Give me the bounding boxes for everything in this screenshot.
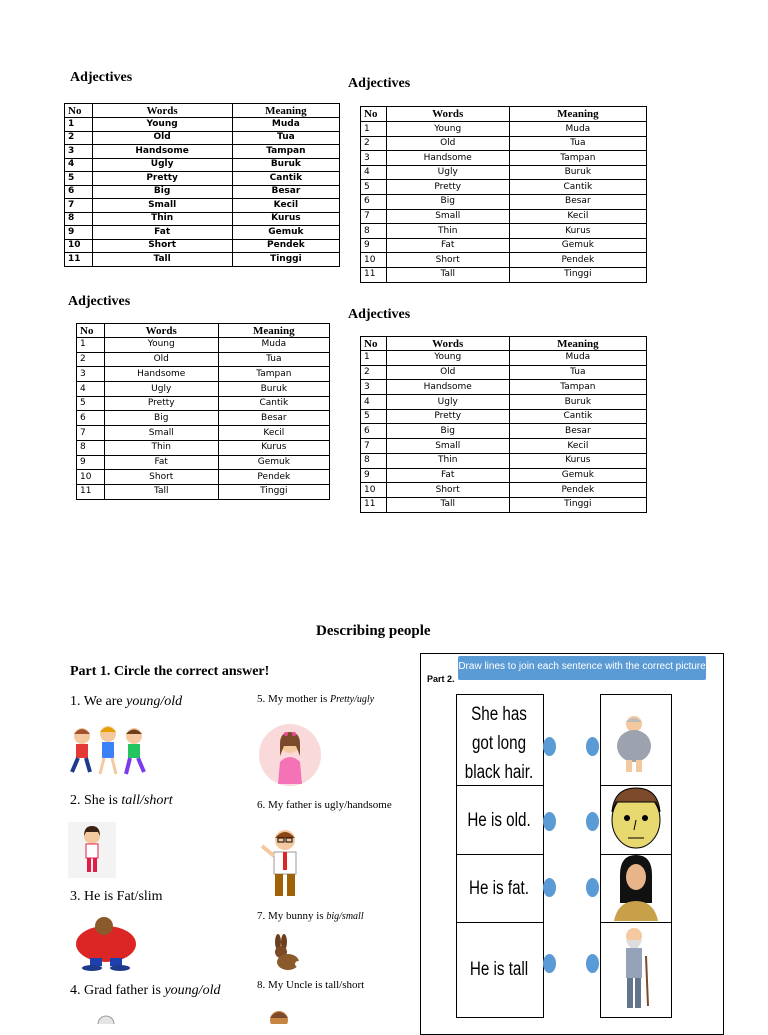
table-cell: Tua [509,136,646,151]
sentence-1: She has got long black hair. [464,704,534,783]
table-cell: 11 [77,484,105,499]
table-cell: Gemuk [509,468,646,483]
table-cell: Kurus [218,440,329,455]
man-face-picture [606,786,666,852]
table-cell: Handsome [104,367,218,382]
table-cell: Muda [232,118,339,132]
table-cell: Buruk [509,165,646,180]
table-cell: 3 [65,145,93,159]
table-row [361,468,647,483]
table-row [361,453,647,468]
table-2-title: Adjectives [348,76,411,91]
woman-long-hair-picture [608,855,664,921]
table-row [361,395,647,410]
table-cell: Gemuk [218,455,329,470]
table-cell: Cantik [218,396,329,411]
table-cell: 7 [77,426,105,441]
fat-man-illustration [68,914,144,972]
table-row [361,380,647,395]
table-row [361,409,647,424]
table-cell: 6 [361,194,387,209]
table-cell: Tall [386,267,509,282]
picture-dot-1[interactable] [586,737,599,756]
table-row [361,497,647,512]
table-cell: Tampan [232,145,339,159]
table-1-title: Adjectives [70,70,133,85]
table-row [361,136,647,151]
table-row [77,396,330,411]
table-cell: Kecil [509,439,646,454]
adjectives-table-2 [360,106,647,283]
table-cell: 5 [361,409,387,424]
table-cell: 4 [65,158,93,172]
table-cell: Ugly [92,158,232,172]
table-cell: 5 [65,172,93,186]
table-cell: 10 [361,483,387,498]
table-cell: Pendek [232,239,339,253]
table-cell: Fat [386,468,509,483]
table-cell: 8 [65,212,93,226]
table-cell: Kecil [509,209,646,224]
table-cell: 2 [65,131,93,145]
table-cell: Handsome [386,380,509,395]
table-row [65,253,340,267]
table-cell: Short [104,470,218,485]
table-cell: 11 [361,497,387,512]
sentence-dot-2[interactable] [543,812,556,831]
table-cell: 3 [77,367,105,382]
table-row [65,185,340,199]
table-cell: Besar [232,185,339,199]
table-cell: Besar [509,194,646,209]
table-cell: 5 [361,180,387,195]
table-cell: Cantik [509,180,646,195]
table-cell: Short [92,239,232,253]
table-row [77,411,330,426]
sentence-dot-3[interactable] [543,878,556,897]
table-cell: Big [92,185,232,199]
part-2-instruction-banner: Draw lines to join each sentence with the correct picture [458,656,706,680]
table-cell: Young [386,351,509,366]
table-cell: Tua [232,131,339,145]
table-cell: 4 [361,165,387,180]
table-cell: Big [386,424,509,439]
table-cell: Short [386,253,509,268]
table-row [361,180,647,195]
table-row [361,483,647,498]
fat-person-picture [612,712,656,778]
table-cell: Kurus [509,224,646,239]
table-header-row [77,324,330,338]
table-row [361,253,647,268]
column-header: Meaning [218,324,329,338]
table-cell: Small [386,209,509,224]
table-header-row [361,337,647,351]
table-cell: Besar [218,411,329,426]
table-cell: 8 [361,224,387,239]
table-cell: Small [92,199,232,213]
table-cell: Young [92,118,232,132]
table-row [65,226,340,240]
table-cell: Thin [386,453,509,468]
table-4-title: Adjectives [348,307,411,322]
table-cell: Big [104,411,218,426]
table-cell: Cantik [232,172,339,186]
table-cell: 1 [361,351,387,366]
grandfather-illustration [94,1012,118,1024]
table-cell: Buruk [509,395,646,410]
table-cell: Muda [509,122,646,137]
table-row [77,352,330,367]
table-row [361,122,647,137]
table-cell: Young [104,338,218,353]
adjectives-table-1 [64,103,340,267]
table-cell: Tua [218,352,329,367]
table-cell: 6 [77,411,105,426]
table-cell: 4 [77,382,105,397]
question-6: 6. My father is ugly/handsome [257,799,392,811]
table-cell: Young [386,122,509,137]
table-row [65,131,340,145]
table-cell: 10 [77,470,105,485]
table-row [361,151,647,166]
uncle-illustration [262,1004,296,1024]
question-5: 5. My mother is Pretty/ugly [257,693,375,705]
table-cell: Ugly [386,395,509,410]
table-cell: Pretty [92,172,232,186]
question-4: 4. Grad father is young/old [70,983,221,998]
mother-illustration [258,722,322,788]
table-cell: Besar [509,424,646,439]
table-cell: Thin [92,212,232,226]
question-3: 3. He is Fat/slim [70,889,163,904]
table-cell: Kecil [218,426,329,441]
bunny-illustration [268,934,302,970]
question-1: 1. We are young/old [70,694,183,709]
table-cell: Thin [104,440,218,455]
table-cell: Pretty [104,396,218,411]
column-header: Words [386,337,509,351]
column-header: Meaning [509,107,646,122]
worksheet-title: Describing people [316,623,431,639]
adjectives-table-4 [360,336,647,513]
table-row [77,338,330,353]
table-cell: Fat [92,226,232,240]
table-row [361,165,647,180]
table-cell: 7 [65,199,93,213]
table-cell: Pendek [509,253,646,268]
table-cell: Small [104,426,218,441]
table-row [65,145,340,159]
table-row [65,158,340,172]
question-2: 2. She is tall/short [70,793,173,808]
table-cell: Muda [509,351,646,366]
table-cell: Ugly [386,165,509,180]
sentence-4: He is tall [469,959,529,980]
table-cell: Fat [386,238,509,253]
table-cell: Thin [386,224,509,239]
table-cell: Pendek [509,483,646,498]
table-cell: 1 [65,118,93,132]
table-row [361,238,647,253]
table-cell: Tall [104,484,218,499]
table-cell: Gemuk [509,238,646,253]
picture-dot-3[interactable] [586,878,599,897]
table-row [361,424,647,439]
table-cell: Tua [509,365,646,380]
picture-dot-2[interactable] [586,812,599,831]
table-cell: Pretty [386,409,509,424]
girl-illustration [68,822,116,878]
table-cell: Short [386,483,509,498]
table-cell: 1 [77,338,105,353]
column-header: No [77,324,105,338]
table-row [77,382,330,397]
table-cell: Muda [218,338,329,353]
table-row [361,194,647,209]
table-cell: 3 [361,151,387,166]
kids-running-illustration [68,722,150,780]
column-header: Meaning [232,104,339,118]
table-cell: 6 [361,424,387,439]
table-cell: Kecil [232,199,339,213]
table-cell: 3 [361,380,387,395]
table-row [361,439,647,454]
table-row [65,172,340,186]
column-header: Words [386,107,509,122]
table-row [361,267,647,282]
table-cell: 8 [77,440,105,455]
tall-old-man-picture [614,926,654,1012]
table-row [77,484,330,499]
table-row [65,199,340,213]
sentence-dot-4[interactable] [543,954,556,973]
father-illustration [258,824,308,900]
table-cell: Small [386,439,509,454]
table-cell: 5 [77,396,105,411]
column-header: No [361,107,387,122]
part-1-instruction: Part 1. Circle the correct answer! [70,664,270,679]
table-cell: Tall [92,253,232,267]
sentence-2: He is old. [467,810,531,831]
column-header: Words [104,324,218,338]
table-row [77,470,330,485]
table-cell: Kurus [509,453,646,468]
table-cell: Old [386,365,509,380]
table-cell: 1 [361,122,387,137]
table-cell: Handsome [386,151,509,166]
picture-dot-4[interactable] [586,954,599,973]
table-cell: 7 [361,209,387,224]
table-cell: 6 [65,185,93,199]
column-header: No [65,104,93,118]
table-cell: Tinggi [232,253,339,267]
table-cell: 7 [361,439,387,454]
table-row [77,367,330,382]
table-cell: Fat [104,455,218,470]
table-cell: 8 [361,453,387,468]
table-header-row [361,107,647,122]
table-cell: 2 [361,365,387,380]
table-cell: 4 [361,395,387,410]
table-cell: Old [92,131,232,145]
question-7: 7. My bunny is big/small [257,910,364,922]
table-cell: Buruk [232,158,339,172]
table-cell: 11 [65,253,93,267]
table-row [361,209,647,224]
table-row [65,118,340,132]
table-cell: Tinggi [509,267,646,282]
table-cell: Pretty [386,180,509,195]
table-cell: Tall [386,497,509,512]
table-cell: Old [386,136,509,151]
table-cell: 10 [361,253,387,268]
table-cell: Buruk [218,382,329,397]
table-row [361,351,647,366]
table-header-row [65,104,340,118]
table-row [77,426,330,441]
table-cell: 11 [361,267,387,282]
table-cell: 2 [77,352,105,367]
table-cell: Tampan [509,380,646,395]
sentence-dot-1[interactable] [543,737,556,756]
table-row [361,365,647,380]
table-row [361,224,647,239]
table-cell: Ugly [104,382,218,397]
table-cell: Tampan [509,151,646,166]
table-cell: Tinggi [509,497,646,512]
table-cell: Big [386,194,509,209]
table-cell: Cantik [509,409,646,424]
table-3-title: Adjectives [68,294,131,309]
table-cell: Pendek [218,470,329,485]
table-cell: 9 [361,468,387,483]
table-cell: 9 [77,455,105,470]
table-cell: Tampan [218,367,329,382]
table-cell: Tinggi [218,484,329,499]
part-2-label: Part 2. [427,674,455,684]
table-cell: 9 [65,226,93,240]
question-8: 8. My Uncle is tall/short [257,979,365,991]
column-header: No [361,337,387,351]
sentence-3: He is fat. [469,878,529,899]
table-cell: 10 [65,239,93,253]
table-cell: Gemuk [232,226,339,240]
table-cell: Old [104,352,218,367]
table-row [65,239,340,253]
table-row [77,440,330,455]
table-row [65,212,340,226]
column-header: Words [92,104,232,118]
table-cell: 9 [361,238,387,253]
adjectives-table-3 [76,323,330,500]
table-cell: 2 [361,136,387,151]
table-row [77,455,330,470]
column-header: Meaning [509,337,646,351]
table-cell: Kurus [232,212,339,226]
table-cell: Handsome [92,145,232,159]
